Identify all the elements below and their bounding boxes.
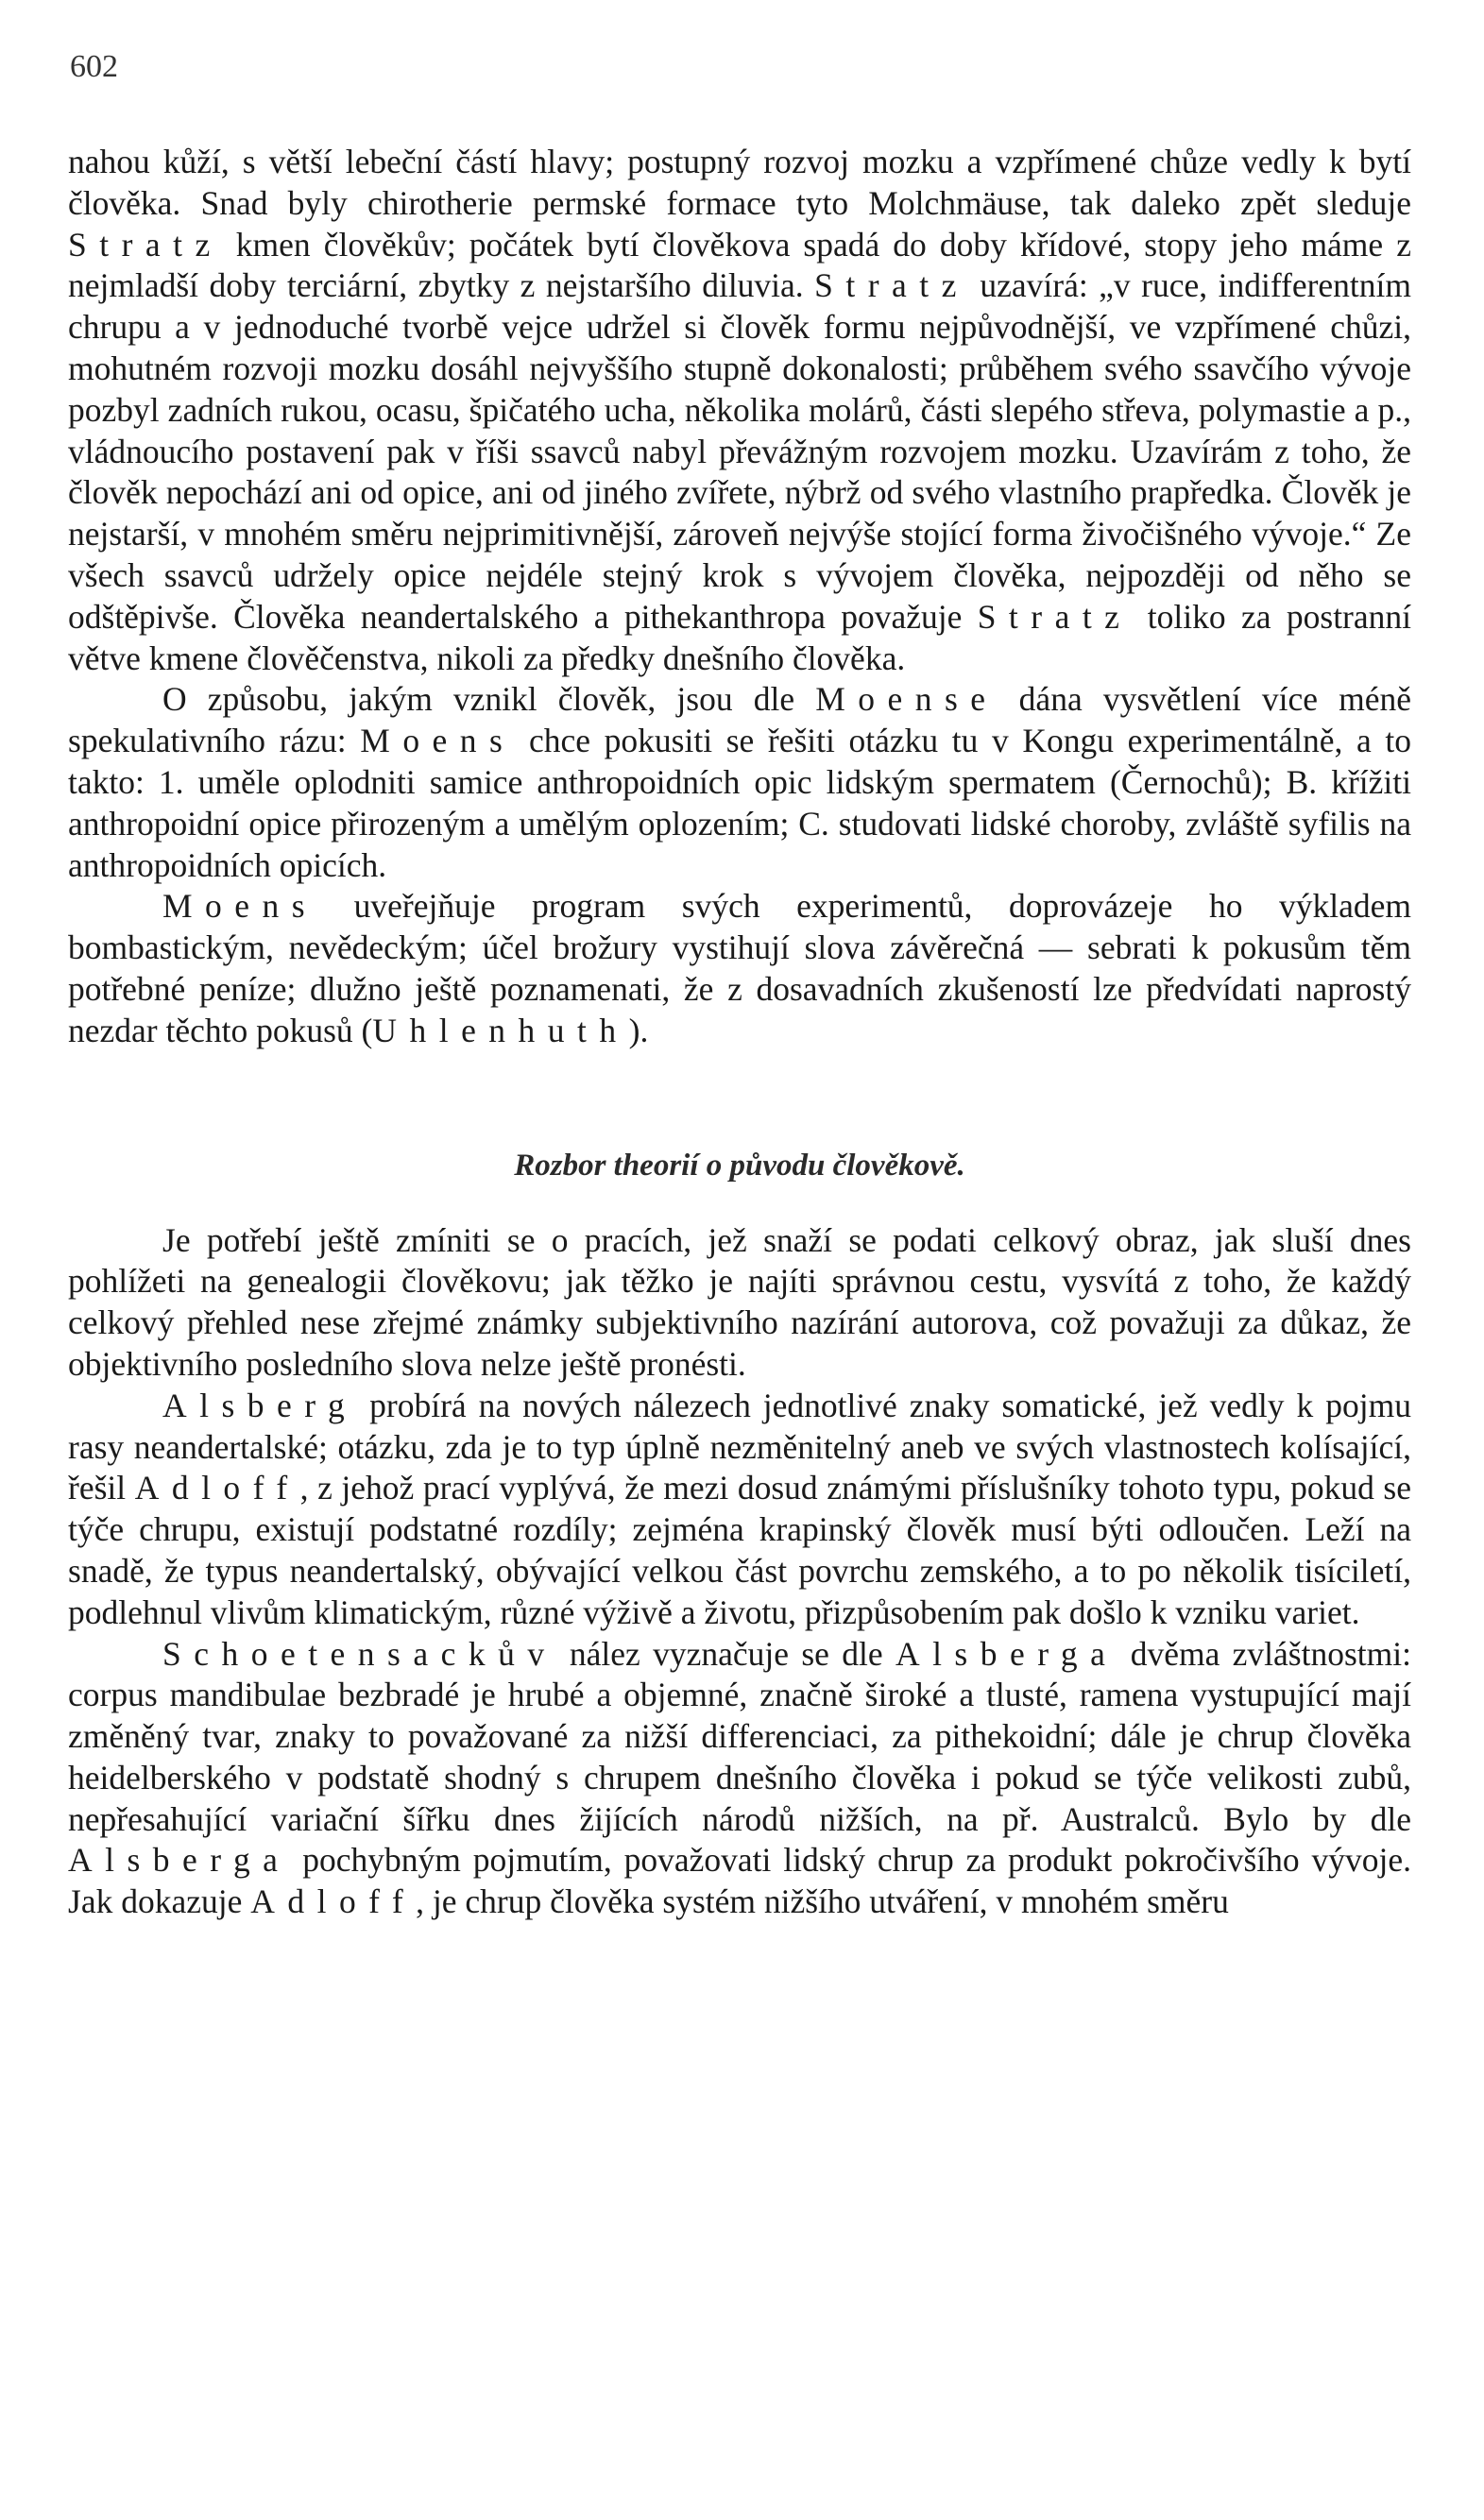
paragraph-schoetensack: Schoetensackův nález vyznačuje se dle Alsberga dvěma zvláštnostmi: corpus mandibulae bezbradé je hrubé a objemné, značně široké a tlusté, ramena vystupující mají změněný tvar, znaky to považované za nižší differenciaci, za pithekoidní; dále je chrup člověka heidelberského v podstatě shodný s chrupem dnešního člověka i pokud se týče velikosti zubů, nepřesahující variační šířku dnes žijících národů nižších, na př. Australců. Bylo by dle Alsberga pochybným pojmutím, považovati lidský chrup za produkt pokročivšího vývoje. Jak dokazuje Adloff, je chrup člověka systém nižšího utváření, v mnohém směru (68, 1634, 1411, 1921)
page-number: 602 (70, 49, 118, 84)
page-body (68, 142, 1411, 1923)
paragraph-moens-program: Moens uveřejňuje program svých experimentů, doprovázeje ho výkladem bombastickým, nevědeckým; účel brožury vystihují slova závěrečná — sebrati k pokusům těm potřebné peníze; dlužno ještě poznamenati, že z dosavadních zkušeností lze předvídati naprostý nezdar těchto pokusů (Uhlenhuth). (68, 887, 1411, 1049)
author-name: Alsberga (895, 1634, 1118, 1673)
author-name: Moens (360, 722, 516, 760)
author-name: Adloff (250, 1882, 417, 1921)
author-name: Alsberg (162, 1386, 358, 1424)
paragraph-overview: Je potřebí ještě zmíniti se o pracích, jež snaží se podati celkový obraz, jak sluší dnes pohlížeti na genealogii člověkovu; jak těžko je najíti správnou cestu, vysvítá z toho, že každý celkový přehled nese zřejmé známky subjektivního nazírání autorova, což považuji za důkaz, že objektivního posledního slova nelze ještě pronésti. (68, 1220, 1411, 1383)
author-name: Uhlenhuth (372, 1011, 629, 1049)
author-name: Stratz (814, 266, 969, 305)
author-name: Moense (815, 680, 998, 719)
author-name: Alsberga (68, 1841, 291, 1880)
author-name: Stratz (68, 225, 223, 264)
paragraph-stratz: nahou kůží, s větší lebeční částí hlavy; postupný rozvoj mozku a vzpřímené chůze vedly k bytí člověka. Snad byly chirotherie permské formace tyto Molchmäuse, tak daleko zpět sleduje Stratz kmen člověkův; počátek bytí člověkova spadá do doby křídové, stopy jeho máme z nejmladší doby terciární, zbytky z nejstaršího diluvia. Stratz uzavírá: „v ruce, indifferentním chrupu a v jednoduché tvorbě vejce udržel si člověk formu nejpůvodnější, ve vzpřímené chůzi, mohutném rozvoji mozku dosáhl nejvyššího stupně dokonalosti; průběhem svého ssavčího vývoje pozbyl zadních rukou, ocasu, špičatého ucha, několika molárů, části slepého střeva, polymastie a p., vládnoucího postavení pak v říši ssavců nabyl převážným rozvojem mozku. Uzavírám z toho, že člověk nepochází ani od opice, ani od jiného zvířete, nýbrž od svého vlastního prapředka. Člověk je nejstarší, v mnohém směru nejprimitivnější, zároveň nejvýše stojící forma živočišného vývoje.“ Ze všech ssavců udržely opice nejdéle stejný krok s vývojem člověka, nejpozději od něho se odštěpivše. Člověka neandertalského a pithekanthropa považuje Stratz toliko za postranní větve kmene člověčenstva, nikoli za předky dnešního člověka. (68, 143, 1412, 677)
author-name: Schoetensackův (162, 1634, 557, 1673)
author-name: Adloff (134, 1469, 300, 1507)
author-name: Moens (162, 887, 318, 926)
author-name: Stratz (977, 597, 1133, 636)
section-heading: Rozbor theorií o původu člověkově. (514, 1148, 965, 1183)
paragraph-moens-origin: O způsobu, jakým vznikl člověk, jsou dle Moense dána vysvětlení více méně spekulativního rázu: Moens chce pokusiti se řešiti otázku tu v Kongu experimentálně, a to takto: 1. uměle oplodniti samice anthropoidních opic lidským spermatem (Černochů); B. křížiti anthropoidní opice přirozeným a umělým oplozením; C. studovati lidské choroby, zvláště syfilis na anthropoidních opicích. (68, 680, 1412, 884)
paragraph-alsberg: Alsberg probírá na nových nálezech jednotlivé znaky somatické, jež vedly k pojmu rasy neandertalské; otázku, zda je to typ úplně nezměnitelný aneb ve svých vlastnostech kolísající, řešil Adloff, z jehož prací vyplývá, že mezi dosud známými příslušníky tohoto typu, pokud se týče chrupu, existují podstatné rozdíly; zejména krapinský člověk musí býti odloučen. Leží na snadě, že typus neandertalský, obývající velkou část povrchu zemského, a to po několik tisíciletí, podlehnul vlivům klimatickým, různé výživě a životu, přizpůsobením pak došlo k vzniku variet. (68, 1386, 1412, 1631)
